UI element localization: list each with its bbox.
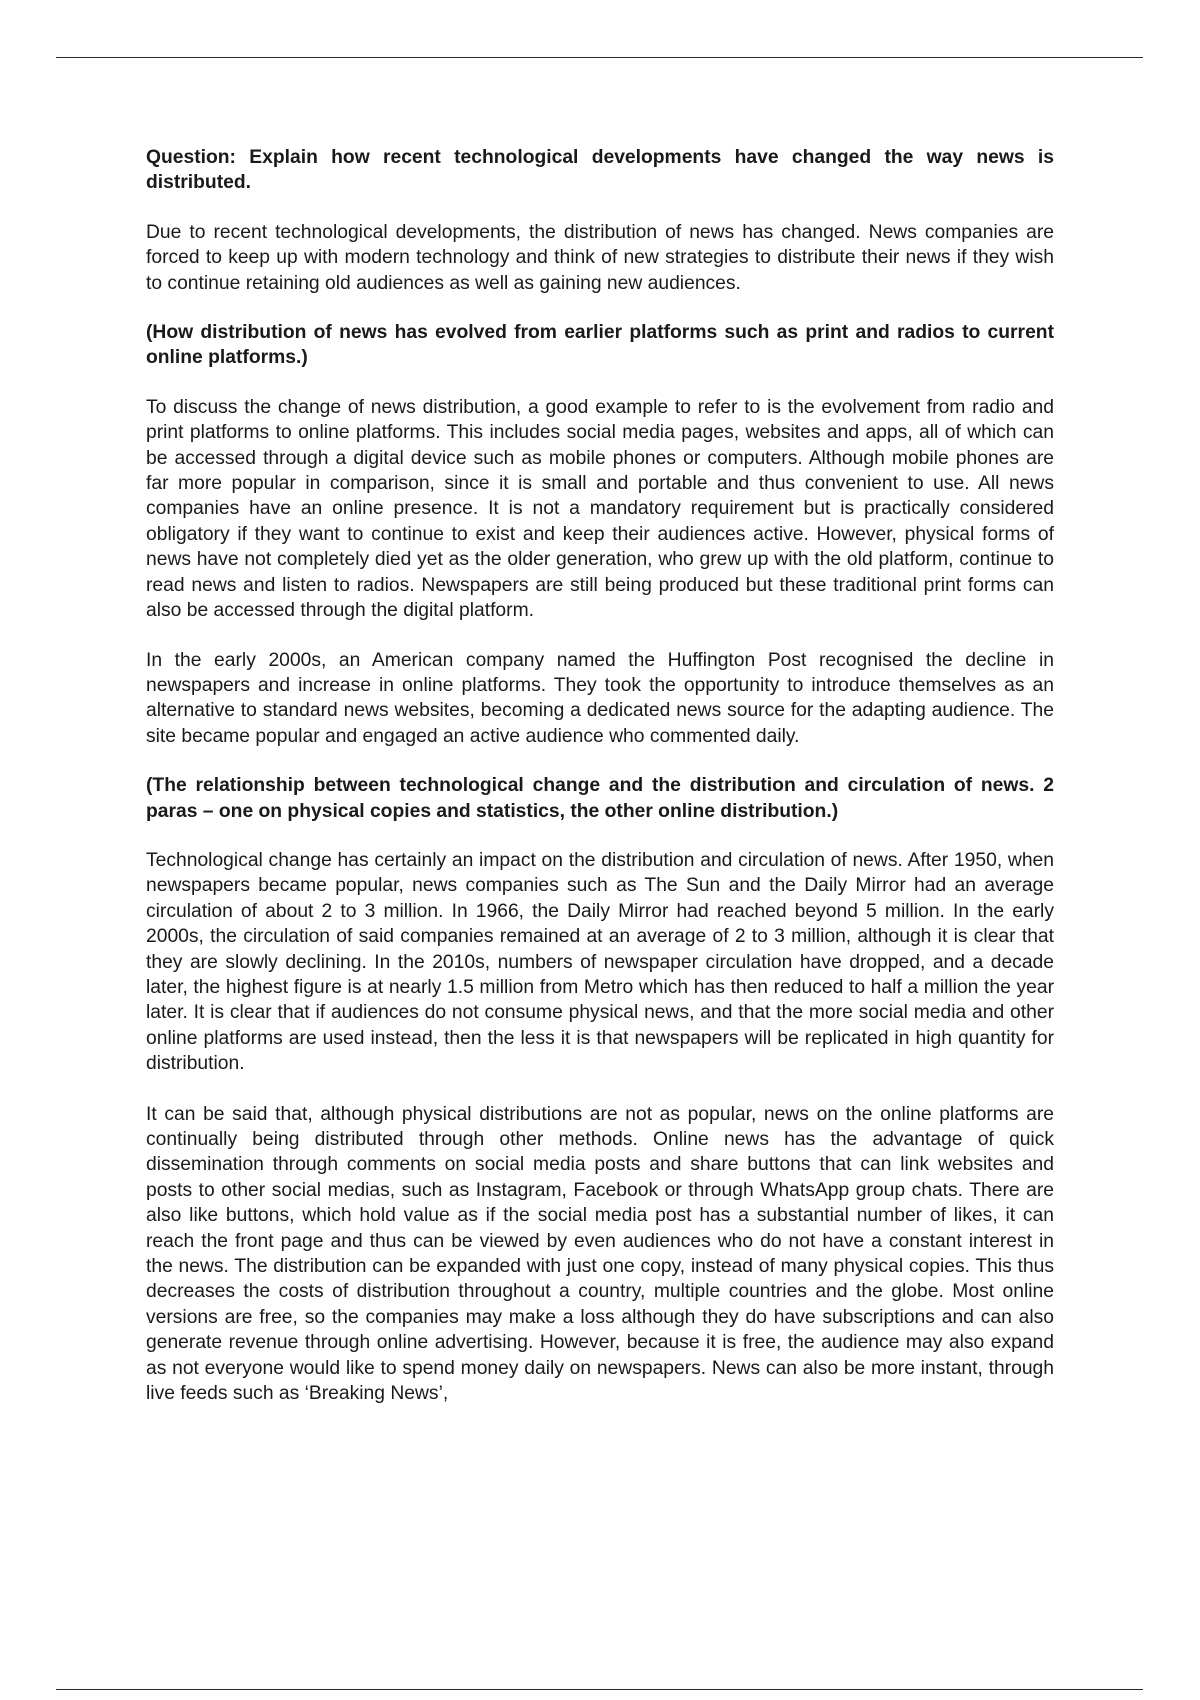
section-heading-evolution: (How distribution of news has evolved from earlier platforms such as print and radios to current online platforms.) xyxy=(146,322,1054,369)
paragraph-online-distribution: It can be said that, although physical distributions are not as popular, news on the online platforms are continually being distributed through other methods. Online news has the advantage of quick dissemination through comments on social media posts and share buttons that can link websites and posts to other social medias, such as Instagram, Facebook or through WhatsApp group chats. There are also like buttons, which hold value as if the social media post has a substantial number of likes, it can reach the front page and thus can be viewed by even audiences who do not have a constant interest in the news. The distribution can be expanded with just one copy, instead of many physical copies. This thus decreases the costs of distribution throughout a country, multiple countries and the globe. Most online versions are free, so the companies may make a loss although they do have subscriptions and can also generate revenue through online advertising. However, because it is free, the audience may also expand as not everyone would like to spend money daily on newspapers. News can also be more instant, through live feeds such as ‘Breaking News’, xyxy=(146,1103,1054,1405)
header-rule xyxy=(56,57,1143,58)
paragraph-huffington-post: In the early 2000s, an American company named the Huffington Post recognised the decline in newspapers and increase in online platforms. They took the opportunity to introduce themselves as an alternative to standard news websites, becoming a dedicated news source for the adapting audience. The site became popular and engaged an active audience who commented daily. xyxy=(146,649,1054,747)
document-body xyxy=(146,145,1054,1430)
footer-rule xyxy=(56,1689,1143,1690)
paragraph-circulation: Technological change has certainly an impact on the distribution and circulation of news. After 1950, when newspapers became popular, news companies such as The Sun and the Daily Mirror had an average circulation of about 2 to 3 million. In 1966, the Daily Mirror had reached beyond 5 million. In the early 2000s, the circulation of said companies remained at an average of 2 to 3 million, although it is clear that they are slowly declining. In the 2010s, numbers of newspaper circulation have dropped, and a decade later, the highest figure is at nearly 1.5 million from Metro which has then reduced to half a million the year later. It is clear that if audiences do not consume physical news, and that the more social media and other online platforms are used instead, then the less it is that newspapers will be replicated in high quantity for distribution. xyxy=(146,849,1054,1075)
intro-paragraph: Due to recent technological developments, the distribution of news has changed. News companies are forced to keep up with modern technology and think of new strategies to distribute their news if they wish to continue retaining old audiences as well as gaining new audiences. xyxy=(146,221,1054,294)
paragraph-evolution: To discuss the change of news distribution, a good example to refer to is the evolvement from radio and print platforms to online platforms. This includes social media pages, websites and apps, all of which can be accessed through a digital device such as mobile phones or computers. Although mobile phones are far more popular in comparison, since it is small and portable and thus convenient to use. All news companies have an online presence. It is not a mandatory requirement but is practically considered obligatory if they want to continue to exist and keep their audiences active. However, physical forms of news have not completely died yet as the older generation, who grew up with the old platform, continue to read news and listen to radios. Newspapers are still being produced but these traditional print forms can also be accessed through the digital platform. xyxy=(146,396,1054,622)
question-heading: Question: Explain how recent technological developments have changed the way news is distributed. xyxy=(146,147,1054,194)
section-heading-relationship: (The relationship between technological change and the distribution and circulation of news. 2 paras – one on physical copies and statistics, the other online distribution.) xyxy=(146,775,1054,822)
